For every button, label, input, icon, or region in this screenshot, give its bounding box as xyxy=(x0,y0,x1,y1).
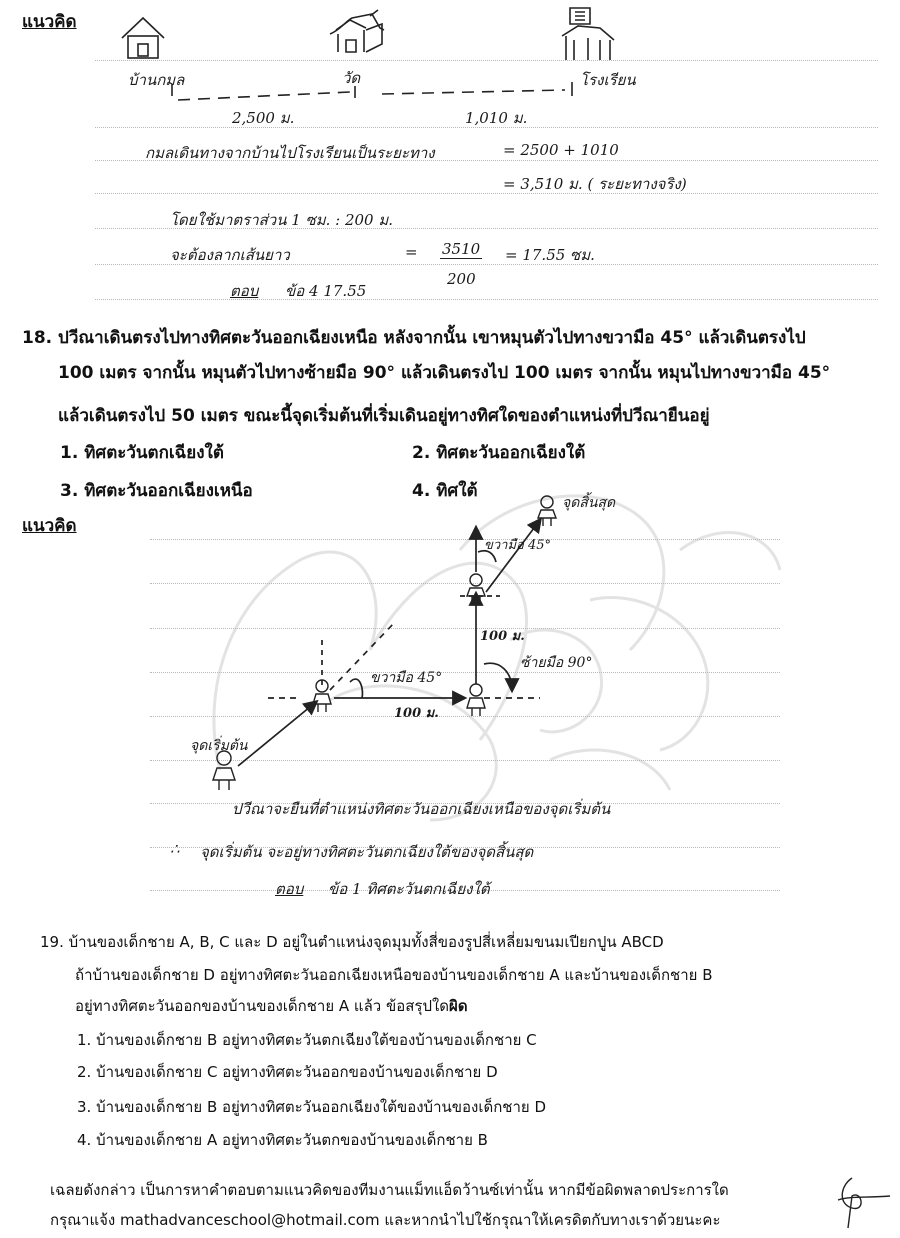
conclusion-line-1: ปวีณาจะยืนที่ตำแหน่งทิศตะวันออกเฉียงเหนือของจุดเริ่มต้น xyxy=(232,800,611,818)
answer-text-middle: ข้อ 1 ทิศตะวันตกเฉียงใต้ xyxy=(328,880,490,898)
q19-option-3: 3. บ้านของเด็กชาย B อยู่ทางทิศตะวันออกเฉียงใต้ของบ้านของเด็กชาย D xyxy=(77,1098,547,1116)
footer-line-1: เฉลยดังกล่าว เป็นการหาคำตอบตามแนวคิดของทีมงานแม็ทแอ็ดว้านซ์เท่านั้น หากมีข้อผิดพลาดประการใด xyxy=(50,1181,729,1199)
answer-label-top: ตอบ xyxy=(230,282,259,300)
solution-line-1-eq: = 2500 + 1010 xyxy=(503,141,619,159)
dist-vertical-label: 100 ม. xyxy=(480,629,525,644)
therefore-symbol: ∴ xyxy=(170,840,180,858)
solution-line-2-eq: = 3,510 ม. ( ระยะทางจริง) xyxy=(503,175,687,193)
answer-text-top: ข้อ 4 17.55 xyxy=(285,282,367,300)
place-school-label: โรงเรียน xyxy=(580,71,636,89)
start-point-label: จุดเริ่มต้น xyxy=(190,738,248,754)
answer-label-middle: ตอบ xyxy=(275,880,304,898)
q19-option-1: 1. บ้านของเด็กชาย B อยู่ทางทิศตะวันตกเฉียงใต้ของบ้านของเด็กชาย C xyxy=(77,1031,537,1049)
q18-line-3: แล้วเดินตรงไป 50 เมตร ขณะนี้จุดเริ่มต้นที่เริ่มเดินอยู่ทางทิศใดของตำแหน่งที่ปวีณายืนอยู่ xyxy=(58,406,710,426)
distance-2-label: 1,010 ม. xyxy=(465,109,528,127)
solution-line-1: กมลเดินทางจากบ้านไปโรงเรียนเป็นระยะทาง xyxy=(145,144,435,162)
q18-option-3: 3. ทิศตะวันออกเฉียงเหนือ xyxy=(60,481,253,501)
solution-line-4-result: = 17.55 ซม. xyxy=(505,246,595,264)
place-home-label: บ้านกมล xyxy=(128,71,185,89)
right-45-top-label: ขวามือ 45° xyxy=(484,538,552,553)
distance-1-label: 2,500 ม. xyxy=(232,109,295,127)
q19-wrong-emphasis: ผิด xyxy=(449,997,468,1015)
q18-option-4: 4. ทิศใต้ xyxy=(412,481,478,501)
q19-line-3-text: อยู่ทางทิศตะวันออกของบ้านของเด็กชาย A แล้ว ข้อสรุปใด xyxy=(75,997,450,1015)
q19-option-2: 2. บ้านของเด็กชาย C อยู่ทางทิศตะวันออกของบ้านของเด็กชาย D xyxy=(77,1063,498,1081)
solution-line-4: จะต้องลากเส้นยาว xyxy=(170,246,290,264)
place-temple-label: วัด xyxy=(342,69,361,87)
solution-line-4-eq-prefix: = xyxy=(405,243,418,261)
q19-option-4: 4. บ้านของเด็กชาย A อยู่ทางทิศตะวันตกของบ้านของเด็กชาย B xyxy=(77,1131,488,1149)
solution-line-3: โดยใช้มาตราส่วน 1 ซม. : 200 ม. xyxy=(170,211,394,229)
q18-line-2: 100 เมตร จากนั้น หมุนตัวไปทางซ้ายมือ 90° แล้วเดินตรงไป 100 เมตร จากนั้น หมุนไปทางขวามือ 45° xyxy=(58,363,831,383)
fraction-denominator: 200 xyxy=(447,270,476,288)
dist-horizontal-label: 100 ม. xyxy=(394,706,439,721)
left-90-label: ซ้ายมือ 90° xyxy=(520,655,593,671)
q19-line-2: ถ้าบ้านของเด็กชาย D อยู่ทางทิศตะวันออกเฉียงเหนือของบ้านของเด็กชาย A และบ้านของเด็กชาย B xyxy=(75,966,713,984)
q18-option-2: 2. ทิศตะวันออกเฉียงใต้ xyxy=(412,443,586,463)
fraction-numerator: 3510 xyxy=(442,240,481,258)
q18-line-1: 18. ปวีณาเดินตรงไปทางทิศตะวันออกเฉียงเหนือ หลังจากนั้น เขาหมุนตัวไปทางขวามือ 45° แล้วเดินตรงไป xyxy=(22,328,806,348)
footer-line-2: กรุณาแจ้ง mathadvanceschool@hotmail.com และหากนำไปใช้กรุณาให้เครดิตกับทางเราด้วยนะคะ xyxy=(50,1211,721,1229)
right-45-mid-label: ขวามือ 45° xyxy=(370,670,443,686)
heading-solution-middle: แนวคิด xyxy=(22,516,77,536)
q19-line-1: 19. บ้านของเด็กชาย A, B, C และ D อยู่ในตำแหน่งจุดมุมทั้งสี่ของรูปสี่เหลี่ยมขนมเปียกปูน ABCD xyxy=(40,933,664,951)
end-point-label: จุดสิ้นสุด xyxy=(562,495,616,511)
q18-option-1: 1. ทิศตะวันตกเฉียงใต้ xyxy=(60,443,224,463)
conclusion-line-2: จุดเริ่มต้น จะอยู่ทางทิศตะวันตกเฉียงใต้ของจุดสิ้นสุด xyxy=(200,843,534,861)
heading-solution-top: แนวคิด xyxy=(22,12,77,32)
